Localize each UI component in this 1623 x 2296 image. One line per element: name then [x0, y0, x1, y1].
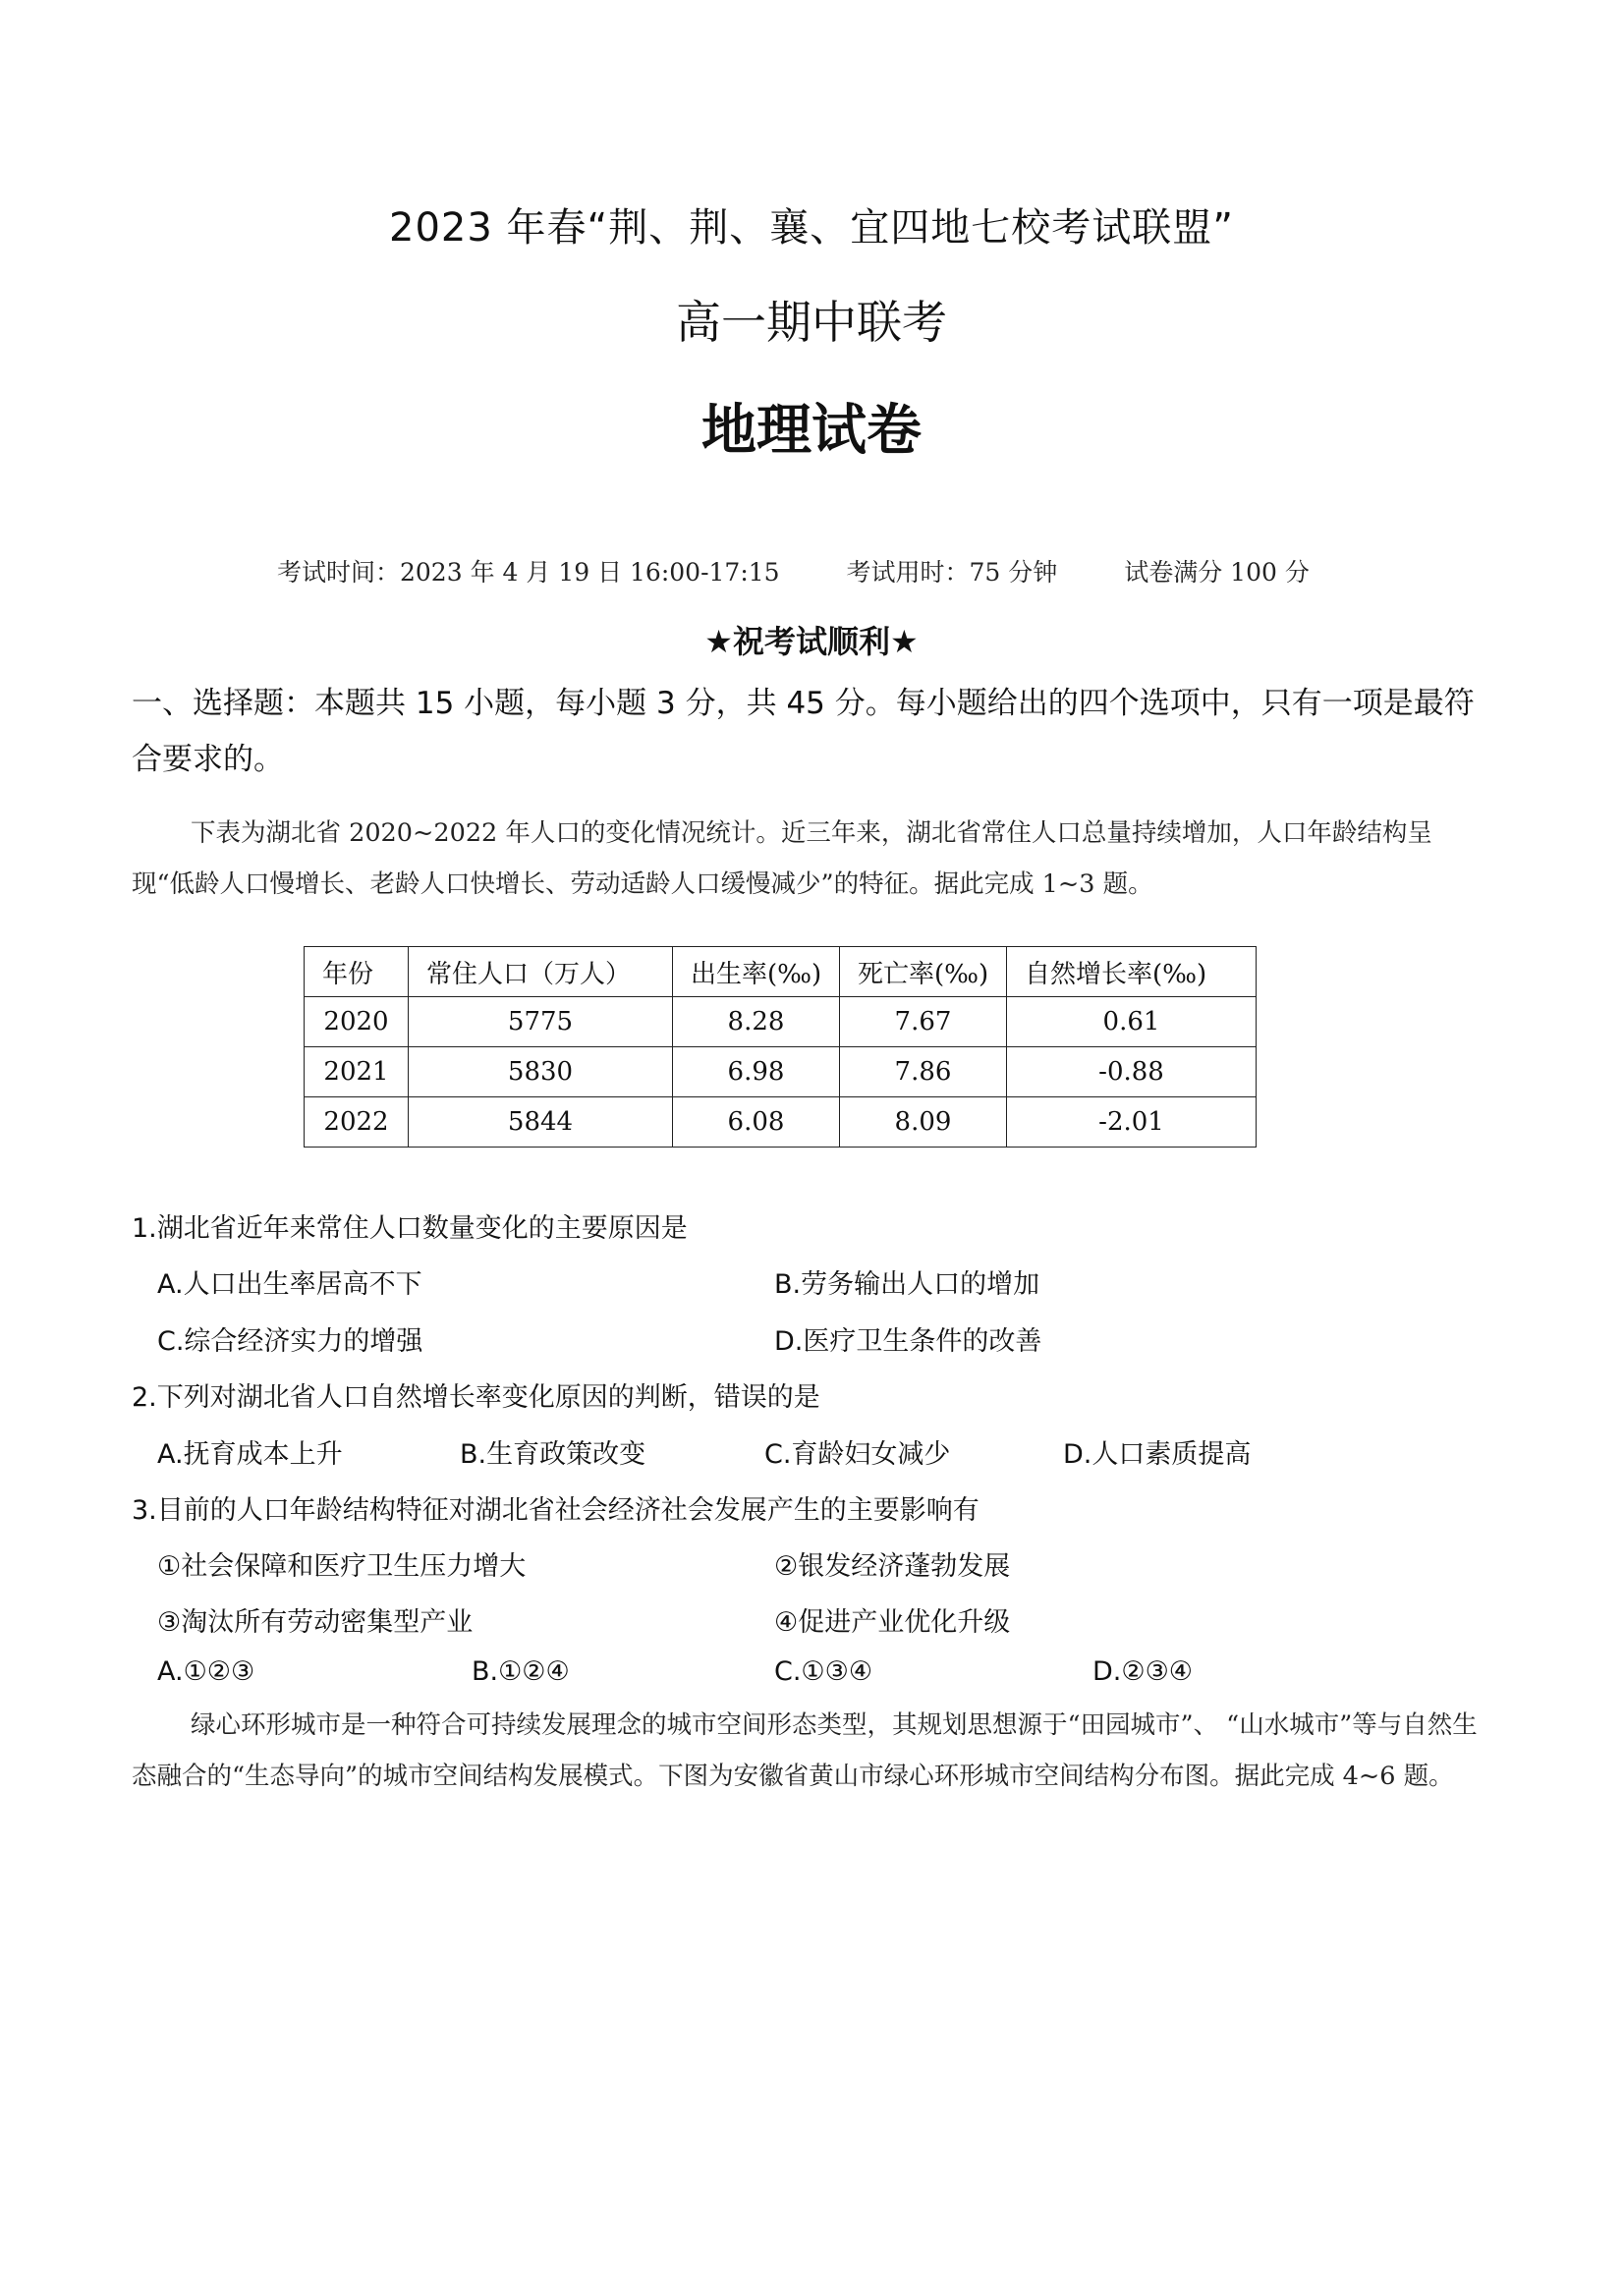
exam-info-line — [277, 553, 1369, 588]
table-row — [305, 997, 1257, 1047]
table-header-cell: 常住人口（万人） — [409, 947, 673, 997]
question-3-option-d: D.②③④ — [1092, 1656, 1193, 1687]
table-cell: -2.01 — [1007, 1097, 1257, 1148]
exam-subject-title: 地理试卷 — [701, 399, 922, 463]
table-cell: 7.67 — [840, 997, 1007, 1047]
question-3-option-c: C.①③④ — [774, 1656, 873, 1687]
question-2-option-b: B.生育政策改变 — [460, 1439, 646, 1470]
table-cell: 7.86 — [840, 1047, 1007, 1097]
full-score: 试卷满分 100 分 — [1124, 558, 1310, 587]
table-cell: 2021 — [305, 1047, 409, 1097]
question-3-statement-2: ②银发经济蓬勃发展 — [774, 1551, 1011, 1582]
table-header-row — [305, 947, 1257, 997]
table-cell: 8.28 — [673, 997, 840, 1047]
table-row — [305, 1047, 1257, 1097]
section-heading: 一、选择题：本题共 15 小题，每小题 3 分，共 45 分。每小题给出的四个选项中，只有一项是最符合要求的。 — [132, 686, 1475, 777]
table-row — [305, 1097, 1257, 1148]
question-2-option-a: A.抚育成本上升 — [157, 1439, 343, 1470]
question-3-option-a: A.①②③ — [157, 1656, 255, 1687]
table-cell: 5775 — [409, 997, 673, 1047]
question-3-option-b: B.①②④ — [472, 1656, 570, 1687]
exam-time: 考试时间：2023 年 4 月 19 日 16:00-17:15 — [277, 558, 780, 587]
blessing-text: ★祝考试顺利★ — [704, 623, 919, 660]
table-cell: 5830 — [409, 1047, 673, 1097]
question-1-option-d: D.医疗卫生条件的改善 — [774, 1326, 1042, 1357]
table-cell: 6.98 — [673, 1047, 840, 1097]
question-1-option-c: C.综合经济实力的增强 — [157, 1326, 423, 1357]
table-cell: 8.09 — [840, 1097, 1007, 1148]
question-3-statement-3: ③淘汰所有劳动密集型产业 — [157, 1607, 474, 1638]
population-table — [304, 946, 1257, 1148]
table-cell: -0.88 — [1007, 1047, 1257, 1097]
table-cell: 6.08 — [673, 1097, 840, 1148]
question-1-option-b: B.劳务输出人口的增加 — [774, 1269, 1040, 1300]
question-1-option-a: A.人口出生率居高不下 — [157, 1269, 422, 1300]
question-1-stem: 1.湖北省近年来常住人口数量变化的主要原因是 — [132, 1213, 688, 1244]
exam-duration: 考试用时：75 分钟 — [846, 558, 1058, 587]
table-header-cell: 自然增长率(‰) — [1007, 947, 1257, 997]
passage-2: 绿心环形城市是一种符合可持续发展理念的城市空间形态类型，其规划思想源于“田园城市”、 “山水城市”等与自然生态融合的“生态导向”的城市空间结构发展模式。下图为安徽省黄山市绿心环形城市空间结构分布图。据此完成 4~6 题。 — [132, 1710, 1478, 1791]
table-header-cell: 年份 — [305, 947, 409, 997]
table-cell: 0.61 — [1007, 997, 1257, 1047]
table-cell: 5844 — [409, 1097, 673, 1148]
table-header-cell: 出生率(‰) — [673, 947, 840, 997]
table-cell: 2020 — [305, 997, 409, 1047]
question-3-statement-1: ①社会保障和医疗卫生压力增大 — [157, 1551, 527, 1582]
question-2-option-c: C.育龄妇女减少 — [764, 1439, 951, 1470]
question-3-stem: 3.目前的人口年龄结构特征对湖北省社会经济社会发展产生的主要影响有 — [132, 1495, 979, 1526]
table-cell: 2022 — [305, 1097, 409, 1148]
exam-title-line1: 2023 年春“荆、荆、襄、宜四地七校考试联盟” — [389, 205, 1234, 251]
exam-title-line2: 高一期中联考 — [676, 296, 947, 349]
passage-1: 下表为湖北省 2020~2022 年人口的变化情况统计。近三年来，湖北省常住人口总量持续增加，人口年龄结构呈现“低龄人口慢增长、老龄人口快增长、劳动适龄人口缓慢减少”的特征。据此完成 1~3 题。 — [132, 818, 1432, 899]
table-header-cell: 死亡率(‰) — [840, 947, 1007, 997]
question-2-option-d: D.人口素质提高 — [1063, 1439, 1252, 1470]
question-3-statement-4: ④促进产业优化升级 — [774, 1607, 1011, 1638]
question-2-stem: 2.下列对湖北省人口自然增长率变化原因的判断，错误的是 — [132, 1382, 820, 1413]
